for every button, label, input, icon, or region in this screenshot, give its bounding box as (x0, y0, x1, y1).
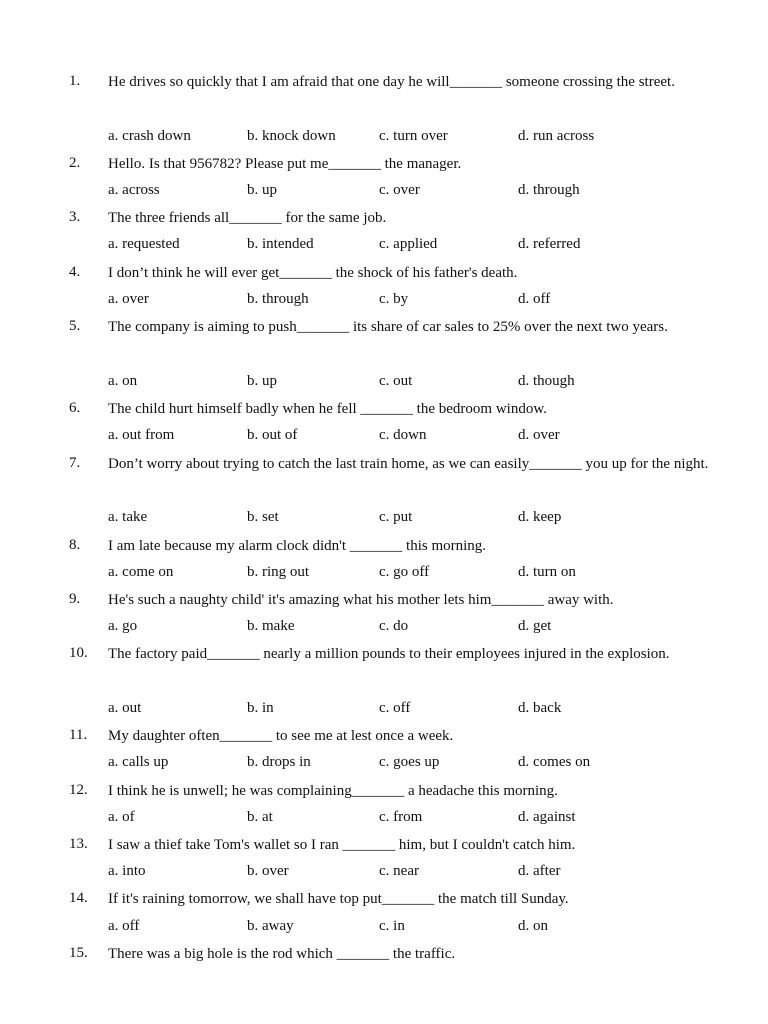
option-d: d. referred (518, 236, 581, 252)
option-b: b. intended (247, 236, 314, 252)
answer-options (108, 918, 719, 938)
answer-options (108, 373, 719, 393)
question-number: 5. (69, 318, 81, 334)
option-a: a. over (108, 291, 149, 307)
option-c: c. over (379, 182, 420, 198)
option-a: a. of (108, 809, 135, 825)
question-number: 9. (69, 591, 81, 607)
question-text: The child hurt himself badly when he fell _______ the bedroom window. (108, 401, 547, 417)
option-d: d. turn on (518, 564, 576, 580)
answer-options (108, 700, 719, 720)
answer-options (108, 863, 719, 883)
option-a: a. out from (108, 427, 175, 443)
option-d: d. comes on (518, 754, 591, 770)
option-d: d. over (518, 427, 560, 443)
question-number: 6. (69, 400, 81, 416)
question-text: I saw a thief take Tom's wallet so I ran _______ him, but I couldn't catch him. (108, 837, 576, 853)
answer-options (108, 128, 719, 148)
option-d: d. though (518, 373, 575, 389)
option-d: d. off (518, 291, 551, 307)
option-b: b. at (247, 809, 273, 825)
option-c: c. near (379, 863, 419, 879)
option-d: d. back (518, 700, 562, 716)
question-number: 14. (69, 890, 88, 906)
option-b: b. up (247, 182, 277, 198)
option-a: a. take (108, 509, 148, 525)
question-number: 1. (69, 73, 81, 89)
option-a: a. off (108, 918, 140, 934)
question-number: 7. (69, 455, 81, 471)
question-text: There was a big hole is the rod which _______ the traffic. (108, 946, 456, 962)
answer-options (108, 182, 719, 202)
option-c: c. put (379, 509, 413, 525)
question-text: He's such a naughty child' it's amazing what his mother lets him_______ away with. (108, 592, 614, 608)
option-c: c. down (379, 427, 427, 443)
option-d: d. after (518, 863, 561, 879)
option-b: b. out of (247, 427, 298, 443)
option-c: c. off (379, 700, 411, 716)
question-number: 10. (69, 645, 88, 661)
option-b: b. through (247, 291, 309, 307)
option-b: b. in (247, 700, 274, 716)
option-a: a. come on (108, 564, 174, 580)
question-text: The three friends all_______ for the same job. (108, 210, 387, 226)
question-text: Hello. Is that 956782? Please put me_______ the manager. (108, 156, 462, 172)
question-text: The company is aiming to push_______ its share of car sales to 25% over the next two years. (108, 319, 668, 335)
option-c: c. out (379, 373, 413, 389)
answer-options (108, 809, 719, 829)
question-number: 3. (69, 209, 81, 225)
option-b: b. over (247, 863, 289, 879)
option-a: a. across (108, 182, 160, 198)
answer-options (108, 236, 719, 256)
question-text: I am late because my alarm clock didn't _______ this morning. (108, 538, 487, 554)
option-d: d. through (518, 182, 580, 198)
question-text: Don’t worry about trying to catch the last train home, as we can easily_______ you up for the night. (108, 456, 709, 472)
answer-options (108, 754, 719, 774)
option-c: c. in (379, 918, 405, 934)
question-number: 11. (69, 727, 88, 743)
option-c: c. by (379, 291, 409, 307)
option-c: c. go off (379, 564, 430, 580)
option-c: c. do (379, 618, 409, 634)
question-number: 13. (69, 836, 88, 852)
question-text: He drives so quickly that I am afraid that one day he will_______ someone crossing the street. (108, 74, 675, 90)
answer-options (108, 291, 719, 311)
question-text: If it's raining tomorrow, we shall have top put_______ the match till Sunday. (108, 891, 569, 907)
answer-options (108, 564, 719, 584)
option-c: c. turn over (379, 128, 448, 144)
option-c: c. from (379, 809, 423, 825)
option-a: a. into (108, 863, 146, 879)
question-text: My daughter often_______ to see me at lest once a week. (108, 728, 454, 744)
option-d: d. keep (518, 509, 562, 525)
question-number: 4. (69, 264, 81, 280)
option-a: a. go (108, 618, 138, 634)
option-c: c. goes up (379, 754, 440, 770)
question-number: 15. (69, 945, 88, 961)
option-b: b. up (247, 373, 277, 389)
option-b: b. ring out (247, 564, 310, 580)
option-c: c. applied (379, 236, 438, 252)
option-a: a. calls up (108, 754, 169, 770)
option-d: d. on (518, 918, 548, 934)
option-a: a. on (108, 373, 138, 389)
option-b: b. away (247, 918, 294, 934)
question-text: The factory paid_______ nearly a million pounds to their employees injured in the explosion. (108, 646, 670, 662)
option-b: b. set (247, 509, 279, 525)
option-d: d. against (518, 809, 576, 825)
option-b: b. knock down (247, 128, 336, 144)
question-number: 12. (69, 782, 88, 798)
answer-options (108, 509, 719, 529)
question-number: 8. (69, 537, 81, 553)
option-a: a. out (108, 700, 142, 716)
option-a: a. crash down (108, 128, 191, 144)
answer-options (108, 618, 719, 638)
question-text: I don’t think he will ever get_______ the shock of his father's death. (108, 265, 518, 281)
option-d: d. run across (518, 128, 595, 144)
question-text: I think he is unwell; he was complaining_______ a headache this morning. (108, 783, 558, 799)
answer-options (108, 427, 719, 447)
option-a: a. requested (108, 236, 180, 252)
question-number: 2. (69, 155, 81, 171)
option-b: b. drops in (247, 754, 311, 770)
option-b: b. make (247, 618, 295, 634)
option-d: d. get (518, 618, 552, 634)
